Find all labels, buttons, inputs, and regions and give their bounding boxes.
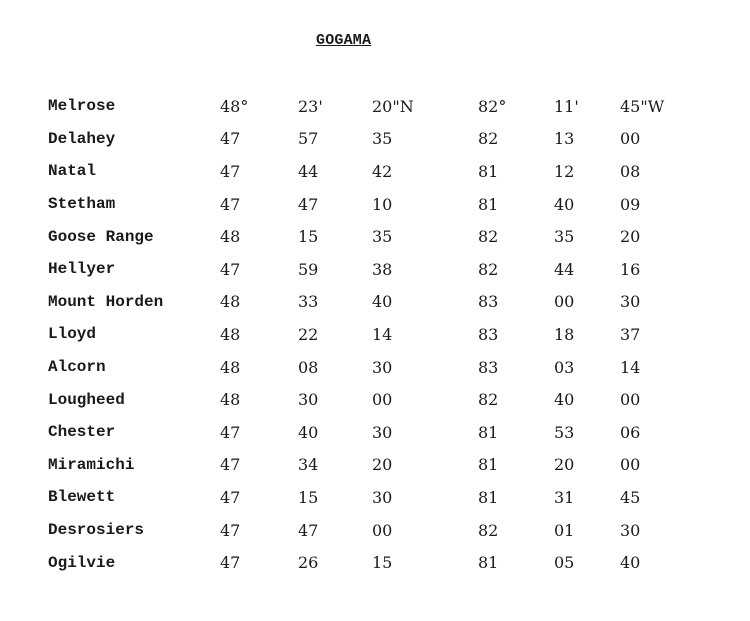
longitude-seconds: 30 [620, 520, 641, 540]
latitude-minutes: 57 [298, 129, 319, 149]
document-title: GOGAMA [316, 32, 372, 49]
latitude-degrees: 47 [220, 194, 241, 214]
latitude-minutes: 47 [298, 520, 319, 540]
latitude-seconds: 20 [372, 455, 393, 475]
longitude-minutes: 40 [554, 194, 575, 214]
longitude-degrees: 82 [478, 390, 499, 410]
latitude-degrees: 47 [220, 161, 241, 181]
table-row [48, 481, 680, 514]
latitude-minutes: 23' [298, 96, 323, 116]
township-name: Lougheed [48, 390, 125, 409]
longitude-minutes: 40 [554, 390, 575, 410]
longitude-seconds: 14 [620, 357, 641, 377]
longitude-minutes: 12 [554, 161, 575, 181]
longitude-minutes: 20 [554, 455, 575, 475]
township-name: Lloyd [48, 325, 97, 344]
township-name: Alcorn [48, 358, 106, 377]
latitude-minutes: 22 [298, 324, 319, 344]
longitude-degrees: 83 [478, 292, 499, 312]
township-coordinates-table [48, 90, 680, 579]
latitude-degrees: 47 [220, 455, 241, 475]
township-name: Hellyer [48, 260, 116, 279]
latitude-degrees: 47 [220, 259, 241, 279]
longitude-minutes: 53 [554, 422, 575, 442]
township-name: Natal [48, 162, 97, 181]
table-row [48, 220, 680, 253]
longitude-degrees: 81 [478, 194, 499, 214]
table-row [48, 188, 680, 221]
township-name: Melrose [48, 97, 116, 116]
latitude-seconds: 15 [372, 553, 393, 573]
latitude-degrees: 47 [220, 520, 241, 540]
latitude-minutes: 08 [298, 357, 319, 377]
longitude-degrees: 82 [478, 227, 499, 247]
table-row [48, 514, 680, 547]
township-name: Stetham [48, 195, 116, 214]
table-row [48, 90, 680, 123]
table-row [48, 383, 680, 416]
latitude-minutes: 26 [298, 553, 319, 573]
township-name: Blewett [48, 488, 116, 507]
latitude-seconds: 14 [372, 324, 393, 344]
latitude-degrees: 48 [220, 357, 241, 377]
township-name: Mount Horden [48, 292, 164, 311]
longitude-seconds: 00 [620, 129, 641, 149]
longitude-degrees: 83 [478, 357, 499, 377]
latitude-minutes: 44 [298, 161, 319, 181]
table-row [48, 123, 680, 156]
latitude-seconds: 40 [372, 292, 393, 312]
latitude-degrees: 47 [220, 487, 241, 507]
latitude-minutes: 40 [298, 422, 319, 442]
latitude-seconds: 10 [372, 194, 393, 214]
longitude-seconds: 45"W [620, 96, 665, 116]
longitude-minutes: 03 [554, 357, 575, 377]
longitude-degrees: 82° [478, 96, 507, 116]
longitude-degrees: 81 [478, 422, 499, 442]
longitude-degrees: 81 [478, 455, 499, 475]
longitude-seconds: 08 [620, 161, 641, 181]
table-row [48, 351, 680, 384]
latitude-degrees: 47 [220, 553, 241, 573]
table-row [48, 155, 680, 188]
longitude-minutes: 35 [554, 227, 575, 247]
latitude-minutes: 59 [298, 259, 319, 279]
longitude-minutes: 05 [554, 553, 575, 573]
latitude-seconds: 00 [372, 520, 393, 540]
longitude-seconds: 00 [620, 455, 641, 475]
longitude-seconds: 06 [620, 422, 641, 442]
table-row [48, 318, 680, 351]
longitude-seconds: 16 [620, 259, 641, 279]
latitude-seconds: 42 [372, 161, 393, 181]
longitude-seconds: 20 [620, 227, 641, 247]
latitude-seconds: 30 [372, 422, 393, 442]
longitude-degrees: 83 [478, 324, 499, 344]
longitude-degrees: 81 [478, 553, 499, 573]
longitude-minutes: 01 [554, 520, 575, 540]
longitude-seconds: 00 [620, 390, 641, 410]
latitude-seconds: 35 [372, 227, 393, 247]
township-name: Chester [48, 423, 116, 442]
latitude-seconds: 30 [372, 357, 393, 377]
table-row [48, 449, 680, 482]
table-row [48, 416, 680, 449]
table-body [48, 90, 680, 579]
township-name: Ogilvie [48, 553, 116, 572]
longitude-seconds: 09 [620, 194, 641, 214]
longitude-minutes: 31 [554, 487, 575, 507]
latitude-degrees: 48 [220, 292, 241, 312]
latitude-seconds: 35 [372, 129, 393, 149]
latitude-degrees: 48 [220, 390, 241, 410]
latitude-degrees: 48° [220, 96, 249, 116]
latitude-minutes: 47 [298, 194, 319, 214]
latitude-minutes: 34 [298, 455, 319, 475]
longitude-minutes: 13 [554, 129, 575, 149]
longitude-degrees: 81 [478, 161, 499, 181]
latitude-degrees: 47 [220, 422, 241, 442]
longitude-minutes: 44 [554, 259, 575, 279]
longitude-minutes: 11' [554, 96, 579, 116]
latitude-seconds: 20"N [372, 96, 414, 116]
longitude-seconds: 40 [620, 553, 641, 573]
latitude-minutes: 30 [298, 390, 319, 410]
latitude-degrees: 48 [220, 324, 241, 344]
latitude-minutes: 15 [298, 227, 319, 247]
latitude-degrees: 47 [220, 129, 241, 149]
table-row [48, 546, 680, 579]
latitude-minutes: 33 [298, 292, 319, 312]
longitude-degrees: 82 [478, 520, 499, 540]
latitude-seconds: 38 [372, 259, 393, 279]
table-row [48, 253, 680, 286]
longitude-degrees: 82 [478, 259, 499, 279]
table-row [48, 286, 680, 319]
longitude-seconds: 37 [620, 324, 641, 344]
longitude-seconds: 30 [620, 292, 641, 312]
latitude-degrees: 48 [220, 227, 241, 247]
township-name: Delahey [48, 129, 116, 148]
latitude-seconds: 00 [372, 390, 393, 410]
longitude-minutes: 18 [554, 324, 575, 344]
longitude-degrees: 81 [478, 487, 499, 507]
township-name: Goose Range [48, 227, 154, 246]
township-name: Desrosiers [48, 521, 145, 540]
longitude-seconds: 45 [620, 487, 641, 507]
longitude-degrees: 82 [478, 129, 499, 149]
latitude-minutes: 15 [298, 487, 319, 507]
township-name: Miramichi [48, 455, 135, 474]
longitude-minutes: 00 [554, 292, 575, 312]
latitude-seconds: 30 [372, 487, 393, 507]
